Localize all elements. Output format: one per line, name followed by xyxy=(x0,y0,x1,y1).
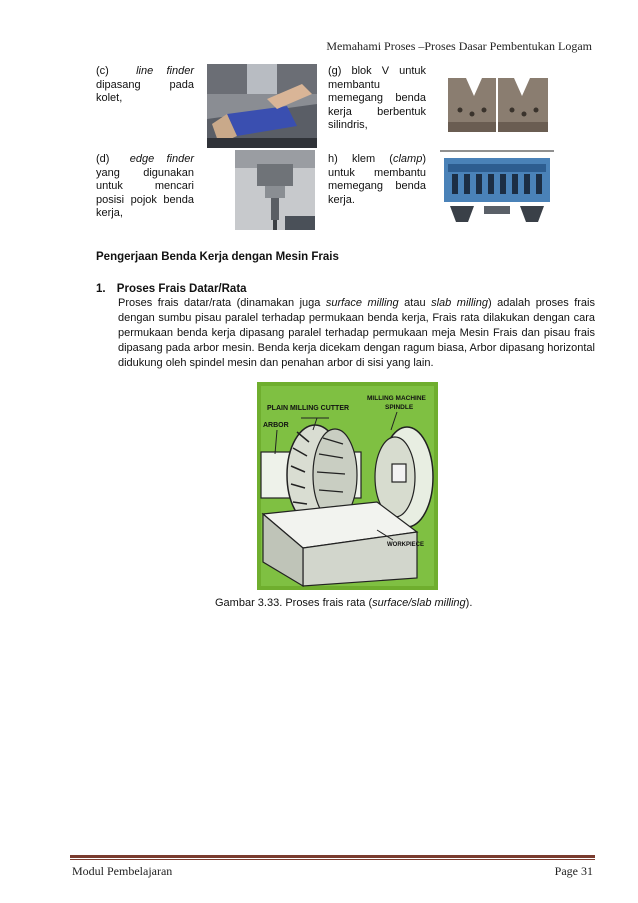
item-h-pre: klem ( xyxy=(351,153,393,165)
clamp-photo xyxy=(440,150,554,230)
subsection-title: Proses Frais Datar/Rata xyxy=(116,283,247,295)
subsection-paragraph xyxy=(118,296,595,371)
label-arbor: ARBOR xyxy=(263,422,289,429)
para-text-1: Proses frais datar/rata (dinamakan juga xyxy=(118,297,326,309)
section-title: Pengerjaan Benda Kerja dengan Mesin Frais xyxy=(96,251,339,263)
page-header: Memahami Proses –Proses Dasar Pembentukan Logam xyxy=(326,39,592,53)
para-term-1: surface milling xyxy=(325,297,399,309)
caption-end: ). xyxy=(465,597,473,609)
para-term-2: slab milling xyxy=(431,297,488,309)
para-text-2: atau xyxy=(398,297,432,309)
subsection-heading xyxy=(96,283,247,295)
footer-divider xyxy=(70,855,595,858)
caption-term: surface/slab milling xyxy=(372,597,466,609)
item-d-label: (d) xyxy=(96,153,110,165)
footer-page-number: Page 31 xyxy=(554,864,593,878)
item-d-text xyxy=(96,153,194,221)
item-d-desc: yang digunakan untuk mencari posisi pojok benda kerja, xyxy=(96,166,194,220)
label-spindle-line1: MILLING MACHINE xyxy=(367,395,426,402)
edge-finder-photo xyxy=(235,150,315,230)
label-cutter: PLAIN MILLING CUTTER xyxy=(267,405,350,412)
item-h-text xyxy=(328,153,426,207)
line-finder-photo xyxy=(207,64,317,148)
item-c-term: line finder xyxy=(136,65,194,77)
footer-divider-thin xyxy=(70,859,595,860)
item-c-label: (c) xyxy=(96,65,109,77)
caption-text: Gambar 3.33. Proses frais rata ( xyxy=(215,597,373,609)
slab-milling-figure xyxy=(257,382,438,590)
item-c-text xyxy=(96,65,194,106)
item-g-label: (g) xyxy=(328,65,342,77)
footer-left: Modul Pembelajaran xyxy=(72,864,173,878)
label-workpiece: WORKPIECE xyxy=(387,542,425,548)
subsection-number: 1. xyxy=(96,283,106,295)
item-g-text xyxy=(328,65,426,133)
item-h-label: h) xyxy=(328,153,338,165)
item-h-term: clamp xyxy=(392,153,423,165)
item-c-desc: dipasang pada kolet, xyxy=(96,78,194,105)
item-g-desc: blok V untuk membantu memegang benda kerja berbentuk silindris, xyxy=(328,65,426,132)
item-d-term: edge finder xyxy=(129,153,194,165)
v-block-photo xyxy=(440,66,554,146)
para-text-3: ) adalah proses frais dengan sumbu pisau paralel terhadap permukaan benda kerja, Frais rata dilakukan dengan cara permukaan benda kerja dipasang paralel terhadap permukaan meja Mesin Frais dan pisau frais dipasang pada arbor mesin. Benda kerja dicekam dengan ragum biasa, Arbor dipasang horizontal didukung oleh spindel mesin dan penahan arbor di sisi yang lain. xyxy=(118,297,595,369)
item-h-post: ) untuk membantu memegang benda kerja. xyxy=(328,153,426,206)
figure-caption xyxy=(215,597,472,609)
label-spindle-line2: SPINDLE xyxy=(385,404,414,411)
